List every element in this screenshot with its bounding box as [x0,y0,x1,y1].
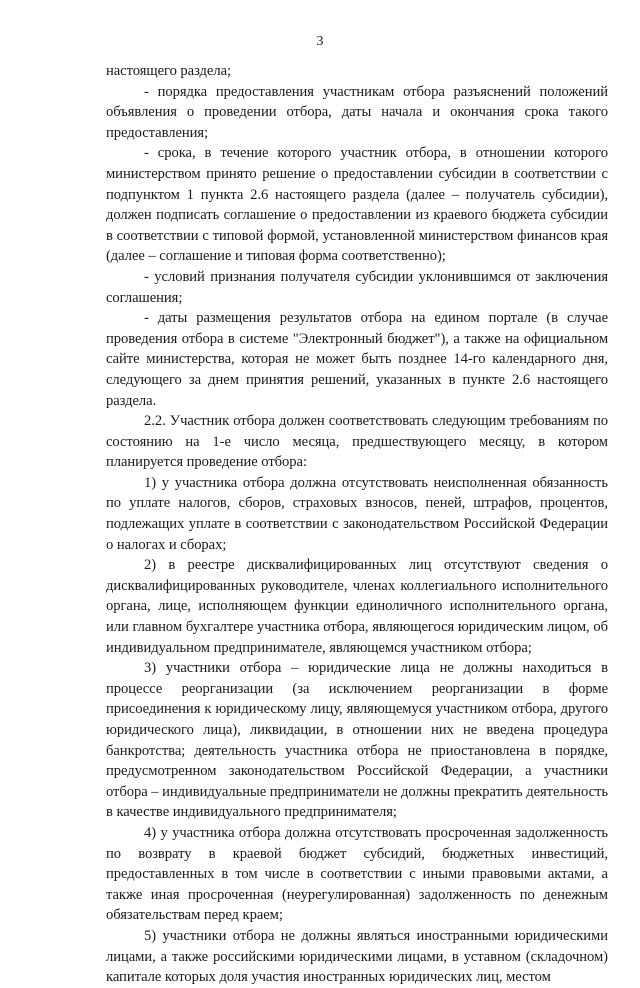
document-body [106,61,608,988]
page-number: 3 [316,34,324,49]
paragraph-results-publication: - даты размещения результатов отбора на едином портале (в случае проведения отбора в системе "Электронный бюджет"), а также на официальном сайте министерства, которая не может быть позднее 14-го календарного дня, следующего за днем принятия решений, указанных в пункте 2.6 настоящего раздела. [106,310,608,409]
paragraph-requirement-2: 2) в реестре дисквалифицированных лиц отсутствуют сведения о дисквалифицированных руководителе, членах коллегиального исполнительного органа, лице, исполняющем функции единоличного исполнительного органа, или главном бухгалтере участника отбора, являющегося юридическим лицом, об индивидуальном предпринимателе, являющемся участником отбора; [106,557,608,656]
paragraph-requirement-1: 1) у участника отбора должна отсутствовать неисполненная обязанность по уплате налогов, сборов, страховых взносов, пеней, штрафов, процентов, подлежащих уплате в соответствии с законодательством Российской Федерации о налогах и сборах; [106,474,608,553]
paragraph-continuation: настоящего раздела; [106,63,232,79]
paragraph-requirement-5: 5) участники отбора не должны являться иностранными юридическими лицами, а также российскими юридическими лицами, в уставном (складочном) капитале которых доля участия иностранных юридических лиц, местом [106,927,608,986]
paragraph-clarifications-order: - порядка предоставления участникам отбора разъяснений положений объявления о проведении отбора, даты начала и окончания срока такого предоставления; [106,83,608,141]
paragraph-agreement-deadline: - срока, в течение которого участник отбора, в отношении которого министерством принято решение о предоставлении субсидии в соответствии с подпунктом 1 пункта 2.6 настоящего раздела (далее – получатель субсидии), должен подписать соглашение о предоставлении из краевого бюджета субсидии в соответствии с типовой формой, установленной министерством финансов края (далее – соглашение и типовая форма соответственно); [106,145,608,265]
paragraph-requirement-4: 4) у участника отбора должна отсутствовать просроченная задолженность по возврату в краевой бюджет субсидий, бюджетных инвестиций, предоставленных в том числе в соответствии с иными правовыми актами, а также иная просроченная (неурегулированная) задолженность по денежным обязательствам перед краем; [106,824,608,924]
paragraph-section-2-2: 2.2. Участник отбора должен соответствовать следующим требованиям по состоянию на 1-е число месяца, предшествующего месяцу, в котором планируется проведение отбора: [106,413,608,471]
paragraph-evasion-conditions: - условий признания получателя субсидии уклонившимся от заключения соглашения; [106,268,608,306]
paragraph-requirement-3: 3) участники отбора – юридические лица не должны находиться в процессе реорганизации (за исключением реорганизации в форме присоединения к юридическому лицу, являющемуся участником отбора, другого юридического лица), ликвидации, в отношении них не введена процедура банкротства; деятельность участника отбора не приостановлена в порядке, предусмотренном законодательством Российской Федерации, а участники отбора – индивидуальные предприниматели не должны прекратить деятельность в качестве индивидуального предпринимателя; [106,660,608,821]
